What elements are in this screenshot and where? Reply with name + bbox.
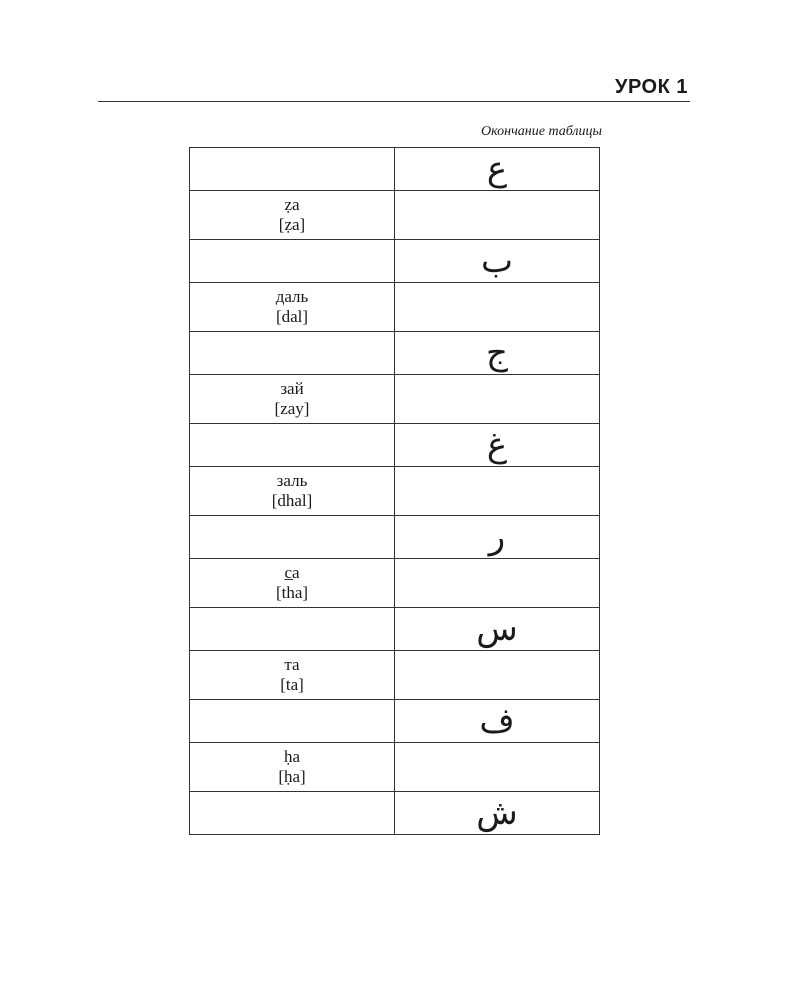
arabic-letter-cell — [395, 792, 600, 835]
arabic-letter-cell — [395, 651, 600, 700]
arabic-letter-cell — [395, 700, 600, 743]
arabic-letter-cell — [395, 467, 600, 516]
table-caption: Окончание таблицы — [481, 124, 602, 139]
letter-name-transliteration: [tha] — [275, 583, 309, 602]
letter-name-transliteration: [ḥa] — [278, 767, 306, 786]
letter-name-transliteration: [dal] — [275, 307, 309, 326]
running-head-lesson: УРОК 1 — [615, 76, 688, 98]
table-row — [190, 651, 600, 700]
letter-name-cell — [190, 467, 395, 516]
letter-name-ru: та — [284, 655, 300, 674]
arabic-letter-cell — [395, 191, 600, 240]
table-row — [190, 332, 600, 375]
table-row — [190, 467, 600, 516]
arabic-letter-cell — [395, 559, 600, 608]
letter-name-ru: даль — [275, 287, 309, 306]
arabic-letter-cell — [395, 148, 600, 191]
table-row — [190, 283, 600, 332]
arabic-letter-cell — [395, 375, 600, 424]
arabic-letter: س — [476, 609, 518, 649]
table-row — [190, 240, 600, 283]
table-row — [190, 148, 600, 191]
letter-name-ru: ḥa — [283, 747, 301, 766]
letter-name-cell — [190, 191, 395, 240]
letter-name-cell — [190, 559, 395, 608]
letter-name-transliteration: [dhal] — [271, 491, 313, 510]
table-row — [190, 743, 600, 792]
table-row — [190, 608, 600, 651]
table-row — [190, 700, 600, 743]
letter-name-ru: заль — [276, 471, 308, 490]
arabic-letter-cell — [395, 424, 600, 467]
table-row — [190, 424, 600, 467]
arabic-letter: غ — [486, 425, 508, 465]
arabic-letter-cell — [395, 332, 600, 375]
arabic-letter-cell — [395, 240, 600, 283]
arabic-letter-cell — [395, 283, 600, 332]
letter-table — [189, 147, 600, 835]
letter-name-ru: зай — [280, 379, 304, 398]
letter-name-ru: ẓa — [284, 195, 300, 214]
table-row — [190, 516, 600, 559]
letter-name-cell — [190, 240, 395, 283]
header-rule — [98, 101, 690, 102]
table-row — [190, 375, 600, 424]
letter-name-cell — [190, 375, 395, 424]
table-row — [190, 191, 600, 240]
arabic-letter: ر — [488, 517, 506, 557]
letter-name-transliteration: [ta] — [280, 675, 304, 694]
letter-table-body — [190, 148, 600, 835]
letter-name-transliteration: [ẓa] — [278, 215, 306, 234]
arabic-letter-cell — [395, 516, 600, 559]
arabic-letter-cell — [395, 608, 600, 651]
letter-name-cell — [190, 283, 395, 332]
letter-name-ru: c̲a — [284, 563, 300, 582]
letter-name-cell — [190, 651, 395, 700]
arabic-letter: ف — [479, 701, 515, 741]
table-row — [190, 559, 600, 608]
table-row — [190, 792, 600, 835]
letter-name-transliteration: [zay] — [274, 399, 310, 418]
letter-name-cell — [190, 148, 395, 191]
letter-name-cell — [190, 792, 395, 835]
arabic-letter: ج — [486, 333, 508, 373]
letter-name-cell — [190, 332, 395, 375]
arabic-letter-cell — [395, 743, 600, 792]
arabic-letter: ش — [476, 793, 518, 833]
arabic-letter: ب — [480, 241, 513, 281]
letter-name-cell — [190, 424, 395, 467]
arabic-letter: ع — [486, 149, 508, 189]
letter-name-cell — [190, 608, 395, 651]
letter-name-cell — [190, 516, 395, 559]
letter-name-cell — [190, 700, 395, 743]
letter-name-cell — [190, 743, 395, 792]
